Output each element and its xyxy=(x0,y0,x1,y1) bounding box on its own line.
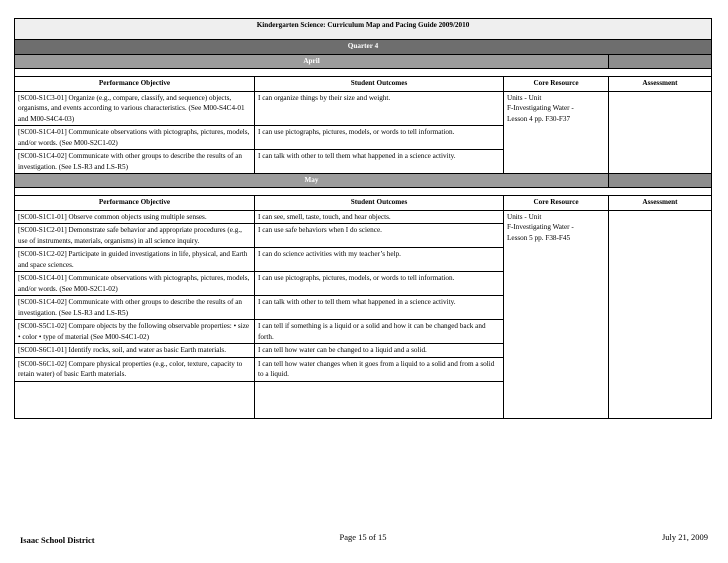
header-performance-objective: Performance Objective xyxy=(15,76,255,91)
month-band-right xyxy=(609,174,712,188)
curriculum-table xyxy=(14,18,712,419)
spacer-cell xyxy=(15,68,712,76)
column-header-row xyxy=(15,195,712,210)
spacer-row xyxy=(15,68,712,76)
page-number: Page 15 of 15 xyxy=(339,532,387,542)
student-outcome-cell: I can do science activities with my teacher’s help. xyxy=(255,248,504,272)
performance-objective-cell: [SC00-S6C1-01] Identify rocks, soil, and water as basic Earth materials. xyxy=(15,344,255,358)
column-header-row xyxy=(15,76,712,91)
performance-objective-cell: [SC00-S1C2-01] Demonstrate safe behavior and appropriate procedures (e.g., use of instruments, materials, organisms) in all science inquiry. xyxy=(15,224,255,248)
student-outcome-cell: I can tell if something is a liquid or a solid and how it can be changed back and forth. xyxy=(255,320,504,344)
footer-date: July 21, 2009 xyxy=(661,532,708,542)
header-core-resource: Core Resource xyxy=(504,195,609,210)
student-outcome-cell: I can talk with other to tell them what happened in a science activity. xyxy=(255,150,504,174)
curriculum-page xyxy=(14,18,711,419)
header-assessment: Assessment xyxy=(609,195,712,210)
core-resource-line: Lesson 4 pp. F30-F37 xyxy=(507,114,571,123)
quarter-label: Quarter 4 xyxy=(15,40,712,55)
performance-objective-cell: [SC00-S1C2-02] Participate in guided investigations in life, physical, and Earth and space sciences. xyxy=(15,248,255,272)
month-band-left xyxy=(15,55,609,69)
student-outcome-cell: I can see, smell, taste, touch, and hear objects. xyxy=(255,210,504,224)
quarter-row xyxy=(15,40,712,55)
month-row xyxy=(15,55,712,69)
student-outcome-cell: I can use safe behaviors when I do science. xyxy=(255,224,504,248)
header-assessment: Assessment xyxy=(609,76,712,91)
district-name: Isaac School District xyxy=(20,535,95,545)
performance-objective-cell: [SC00-S1C4-02] Communicate with other groups to describe the results of an investigation. (See LS-R3 and LS-R5) xyxy=(15,296,255,320)
assessment-cell xyxy=(609,91,712,174)
core-resource-line: Units - Unit xyxy=(507,212,542,221)
performance-objective-cell: [SC00-S6C1-02] Compare physical properties (e.g., color, texture, capacity to retain water) of basic Earth materials. xyxy=(15,357,255,381)
core-resource-line: F-Investigating Water - xyxy=(507,104,574,112)
spacer-row xyxy=(15,187,712,195)
core-resource-line: Lesson 5 pp. F38-F45 xyxy=(507,233,571,242)
performance-objective-cell: [SC00-S1C1-01] Observe common objects using multiple senses. xyxy=(15,210,255,224)
student-outcome-cell: I can talk with other to tell them what happened in a science activity. xyxy=(255,296,504,320)
performance-objective-cell: [SC00-S1C4-01] Communicate observations with pictographs, pictures, models, and/or words. (See M00-S2C1-02) xyxy=(15,272,255,296)
month-label: May xyxy=(304,176,319,184)
student-outcome-cell: I can use pictographs, pictures, models, or words to tell information. xyxy=(255,272,504,296)
header-performance-objective: Performance Objective xyxy=(15,195,255,210)
core-resource-line: Units - Unit xyxy=(507,93,542,102)
core-resource-line: F-Investigating Water - xyxy=(507,223,574,231)
header-core-resource: Core Resource xyxy=(504,76,609,91)
table-row xyxy=(15,210,712,224)
performance-objective-cell: [SC00-S1C4-02] Communicate with other groups to describe the results of an investigation. (See LS-R3 and LS-R5) xyxy=(15,150,255,174)
performance-objective-cell: [SC00-S1C3-01] Organize (e.g., compare, classify, and sequence) objects, organisms, and events according to various characteristics. (See M00-S4C4-01 and M00-S4C4-03) xyxy=(15,91,255,126)
document-title: Kindergarten Science: Curriculum Map and Pacing Guide 2009/2010 xyxy=(15,19,712,40)
month-band-right xyxy=(609,55,712,69)
student-outcome-cell: I can use pictographs, pictures, models, or words to tell information. xyxy=(255,126,504,150)
core-resource-cell xyxy=(504,91,609,174)
spacer-cell xyxy=(15,187,712,195)
page-footer xyxy=(16,532,710,546)
table-row xyxy=(15,91,712,126)
blank-outcome-cell xyxy=(255,381,504,418)
month-label: April xyxy=(303,57,320,65)
student-outcome-cell: I can organize things by their size and weight. xyxy=(255,91,504,126)
performance-objective-cell: [SC00-S5C1-02] Compare objects by the following observable properties: • size • color • type of material (See M00-S4C1-02) xyxy=(15,320,255,344)
student-outcome-cell: I can tell how water can be changed to a liquid and a solid. xyxy=(255,344,504,358)
blank-objective-cell xyxy=(15,381,255,418)
core-resource-cell xyxy=(504,210,609,418)
performance-objective-cell: [SC00-S1C4-01] Communicate observations with pictographs, pictures, models, and/or words. (See M00-S2C1-02) xyxy=(15,126,255,150)
student-outcome-cell: I can tell how water changes when it goes from a liquid to a solid and from a solid to a liquid. xyxy=(255,357,504,381)
month-row xyxy=(15,174,712,188)
assessment-cell xyxy=(609,210,712,418)
title-row xyxy=(15,19,712,40)
header-student-outcomes: Student Outcomes xyxy=(255,76,504,91)
month-band-left xyxy=(15,174,609,188)
header-student-outcomes: Student Outcomes xyxy=(255,195,504,210)
